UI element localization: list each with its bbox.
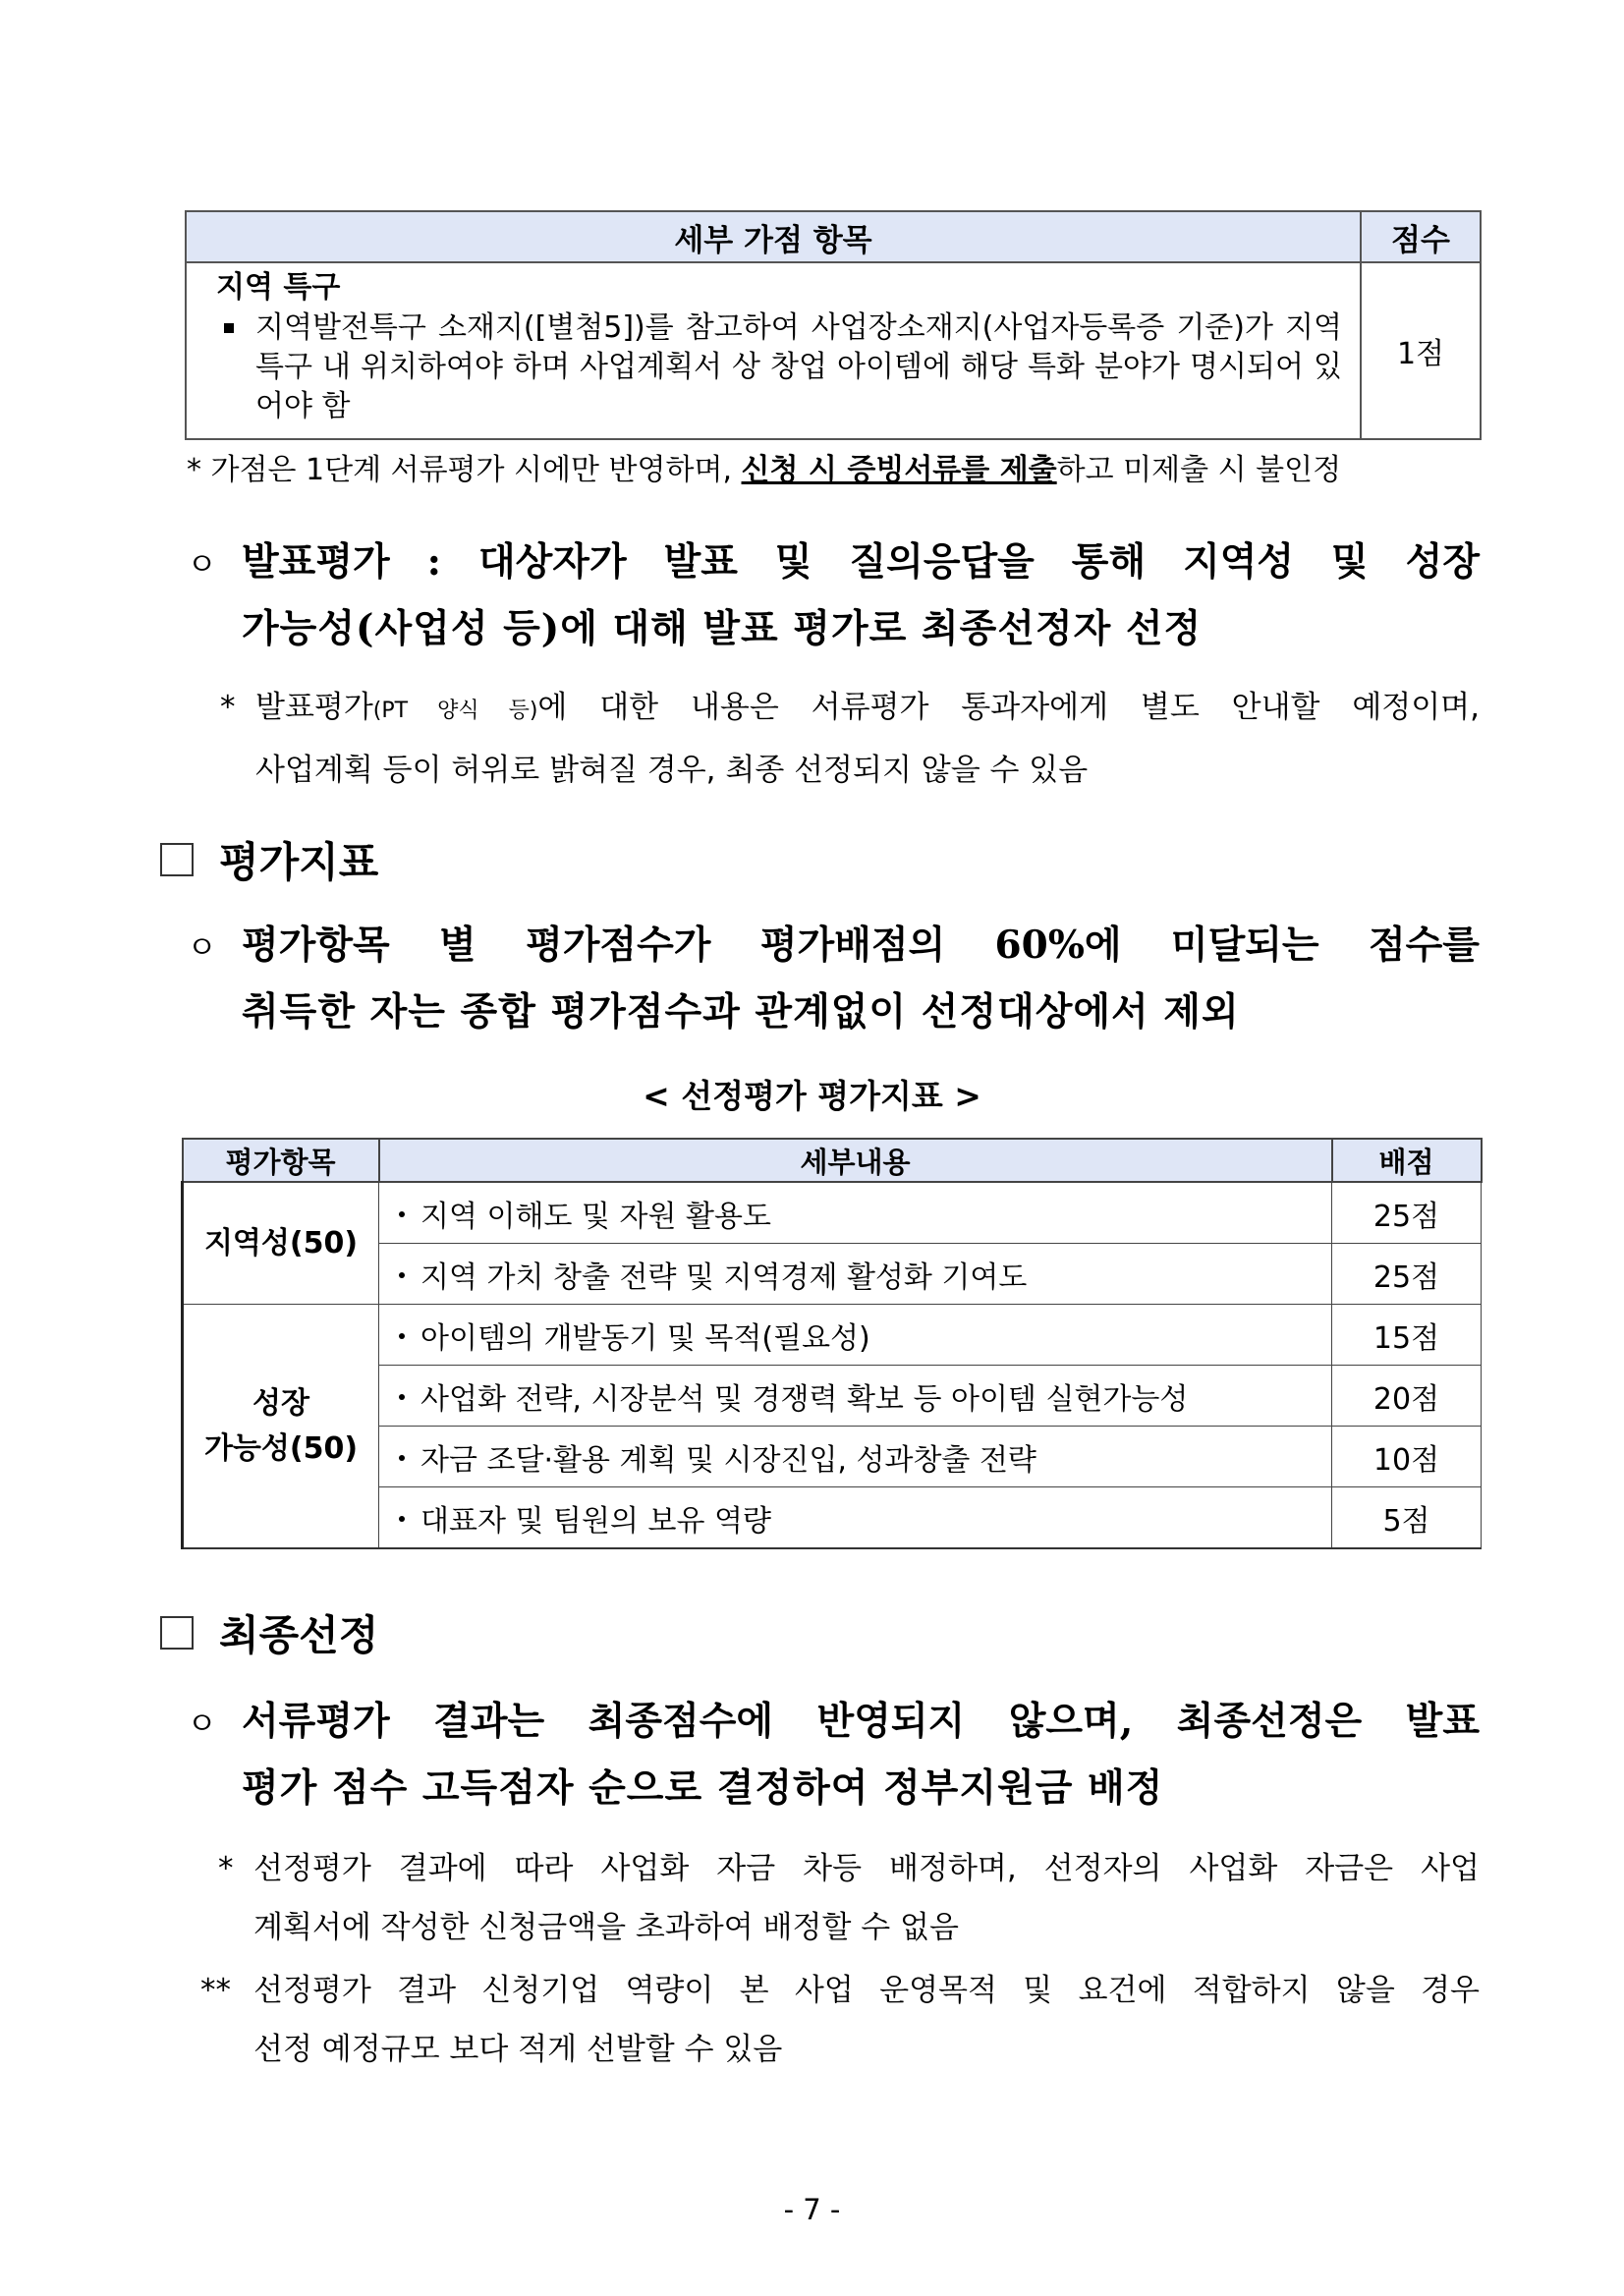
section-final-title: 최종선정 [219,1611,379,1659]
bonus-header-item: 세부 가점 항목 [186,211,1361,262]
checkbox-square-icon [160,1616,194,1650]
final-note-1-line-2: 계획서에 작성한 신청금액을 초과하여 배정할 수 없음 [253,1910,959,1945]
final-note-2 [200,1961,1480,2079]
circle-bullet: ㅇ [187,545,217,583]
table-row [379,1244,1332,1305]
table-row [379,1487,1332,1549]
table-row [379,1305,1332,1366]
bonus-row-text: 지역발전특구 소재지([별첨5])를 참고하여 사업장소재지(사업자등록증 기준)가 지역 특구 내 위치하여야 하며 사업계획서 상 창업 아이템에 해당 특화 분야가 명시되어 있어야 함 [255,310,1342,423]
eval-row-points: 20점 [1332,1366,1482,1427]
eval-row-desc: 아이템의 개발동기 및 목적(필요성) [420,1320,870,1356]
circle-bullet: ㅇ [187,928,217,966]
eval-category-growth [183,1305,379,1549]
bonus-note-suffix: 하고 미제출 시 불인정 [1056,453,1342,487]
bonus-note [187,443,1341,498]
eval-row-desc: 대표자 및 팀원의 보유 역량 [420,1503,771,1539]
eval-row-points: 15점 [1332,1305,1482,1366]
presentation-note-small: (PT 양식 등) [372,699,538,723]
section-indicators-title: 평가지표 [219,838,379,886]
eval-category-regional: 지역성(50) [183,1182,379,1305]
eval-header-detail: 세부내용 [379,1139,1332,1182]
bonus-note-emphasis: 신청 시 증빙서류를 제출 [741,453,1057,487]
indicators-paragraph [187,912,1480,1045]
presentation-note-a: 발표평가 [255,690,373,725]
final-note-1-line-1: 선정평가 결과에 따라 사업화 자금 차등 배정하며, 선정자의 사업화 자금은 사업 [253,1851,1480,1886]
bonus-row-item [216,308,1342,426]
asterisk-mark: * [220,690,236,725]
section-indicators-header [160,830,378,889]
bullet-dot-icon [399,1211,405,1217]
final-note-1 [218,1839,1480,1957]
table-caption: < 선정평가 평가지표 > [643,1077,981,1115]
eval-row-points: 25점 [1332,1244,1482,1305]
eval-row-desc: 지역 가치 창출 전략 및 지역경제 활성화 기여도 [420,1260,1028,1295]
section-final-header [160,1603,378,1662]
eval-row-points: 25점 [1332,1182,1482,1244]
eval-row-desc: 지역 이해도 및 자원 활용도 [420,1199,771,1234]
page-number: - 7 - [783,2193,841,2226]
eval-row-desc: 자금 조달·활용 계획 및 시장진입, 성과창출 전략 [420,1442,1036,1478]
presentation-note [220,678,1480,800]
double-asterisk-mark: ** [200,1973,231,2008]
eval-category-growth-line-2: 가능성(50) [203,1430,359,1466]
square-bullet-icon [224,323,234,333]
bonus-points-table [185,210,1482,440]
bonus-row-score: 1점 [1361,262,1481,439]
bonus-note-prefix: * 가점은 1단계 서류평가 시에만 반영하며, [187,453,742,487]
bonus-row-title: 지역 특구 [216,270,341,305]
table-row [379,1427,1332,1487]
final-note-2-line-1: 선정평가 결과 신청기업 역량이 본 사업 운영목적 및 요건에 적합하지 않을 경우 [253,1973,1480,2008]
bullet-dot-icon [399,1272,405,1278]
presentation-line-2: 가능성(사업성 등)에 대해 발표 평가로 최종선정자 선정 [242,606,1203,651]
bullet-dot-icon [399,1516,405,1522]
eval-row-points: 10점 [1332,1427,1482,1487]
eval-row-points: 5점 [1332,1487,1482,1549]
presentation-note-b: 에 대한 내용은 서류평가 통과자에게 별도 안내할 예정이며, [537,690,1480,725]
asterisk-mark: * [218,1851,234,1886]
presentation-paragraph [187,529,1480,662]
table-row [379,1182,1332,1244]
bonus-header-score: 점수 [1361,211,1481,262]
final-paragraph [187,1688,1480,1821]
presentation-note-line-2: 사업계획 등이 허위로 밝혀질 경우, 최종 선정되지 않을 수 있음 [255,753,1089,788]
bullet-dot-icon [399,1455,405,1461]
evaluation-indicator-table [181,1138,1483,1549]
eval-header-category: 평가항목 [183,1139,379,1182]
indicators-line-1: 평가항목 별 평가점수가 평가배점의 60%에 미달되는 점수를 [242,923,1480,968]
indicators-line-2: 취득한 자는 종합 평가점수과 관계없이 선정대상에서 제외 [242,989,1240,1035]
bonus-row-content [186,262,1361,439]
checkbox-square-icon [160,843,194,876]
final-line-2: 평가 점수 고득점자 순으로 결정하여 정부지원금 배정 [242,1765,1164,1811]
eval-category-growth-line-1: 성장 [252,1385,309,1421]
circle-bullet: ㅇ [187,1705,217,1742]
bullet-dot-icon [399,1394,405,1400]
final-note-2-line-2: 선정 예정규모 보다 적게 선발할 수 있음 [253,2032,783,2067]
presentation-line-1: 발표평가 : 대상자가 발표 및 질의응답을 통해 지역성 및 성장 [242,539,1480,585]
table-row [379,1366,1332,1427]
eval-header-points: 배점 [1332,1139,1482,1182]
bullet-dot-icon [399,1333,405,1339]
final-line-1: 서류평가 결과는 최종점수에 반영되지 않으며, 최종선정은 발표 [242,1699,1480,1744]
eval-row-desc: 사업화 전략, 시장분석 및 경쟁력 확보 등 아이템 실현가능성 [420,1381,1189,1417]
